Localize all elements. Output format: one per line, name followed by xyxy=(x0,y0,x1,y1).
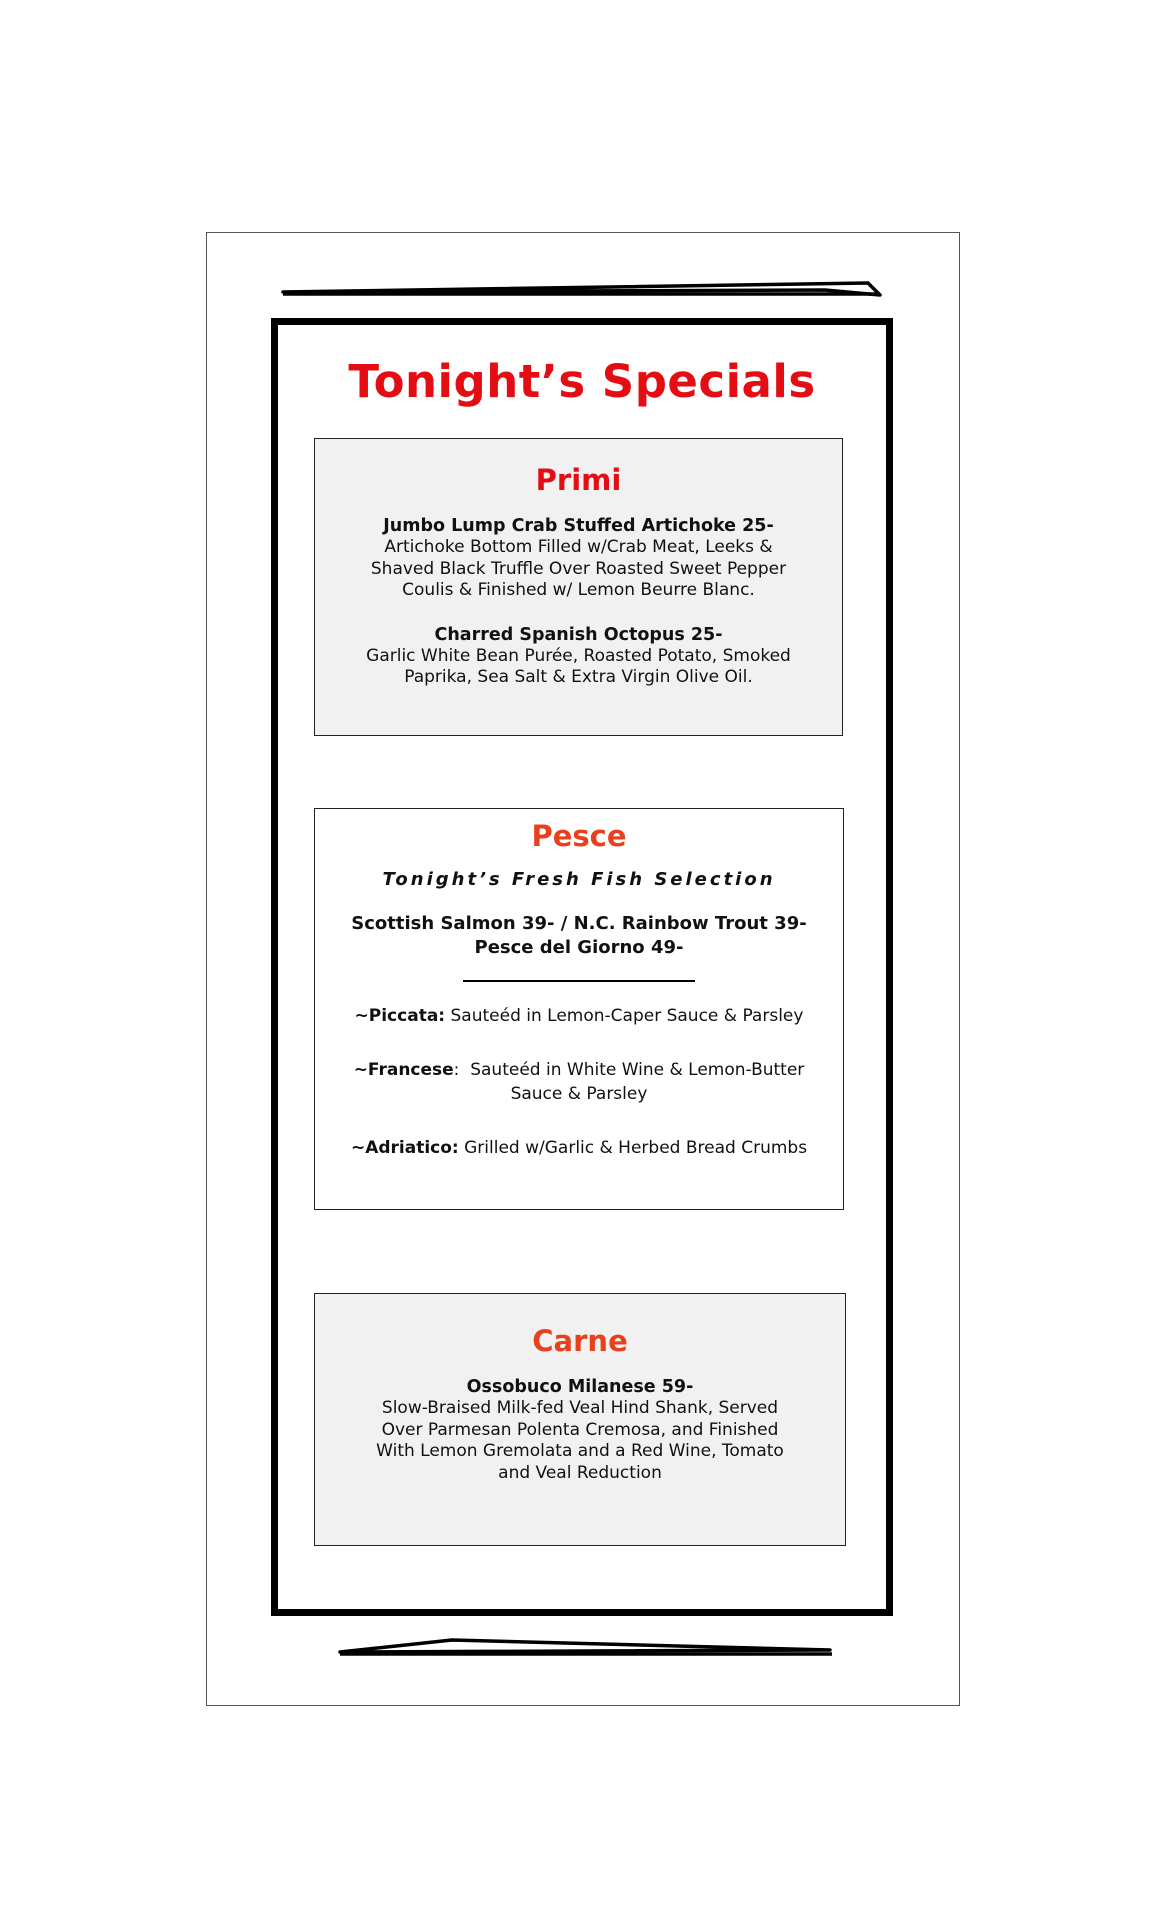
dish-description-line: Slow-Braised Milk-fed Veal Hind Shank, Served xyxy=(381,1398,779,1418)
preparation-desc: Grilled w/Garlic & Herbed Bread Crumbs xyxy=(464,1138,808,1158)
fish-line: Pesce del Giorno 49- xyxy=(474,937,684,958)
fish-list xyxy=(315,912,843,960)
dish-description-line: Shaved Black Truffle Over Roasted Sweet Pepper xyxy=(370,558,787,579)
divider-rule xyxy=(463,980,695,982)
fish-line: Scottish Salmon 39- / N.C. Rainbow Trout 39- xyxy=(351,913,807,934)
dish-description-line: Over Parmesan Polenta Cremosa, and Finished xyxy=(381,1419,779,1440)
primi-heading: Primi xyxy=(535,463,622,497)
top-swoosh-line xyxy=(283,283,880,295)
dish-description-line: Artichoke Bottom Filled w/Crab Meat, Leeks & xyxy=(384,537,773,557)
dish-name: Ossobuco Milanese 59- xyxy=(466,1377,694,1397)
dish-description-line: Coulis & Finished w/ Lemon Beurre Blanc. xyxy=(402,580,755,600)
bottom-swoosh-line xyxy=(340,1640,832,1654)
preparation-name: ~Francese xyxy=(353,1060,454,1080)
pesce-section xyxy=(314,808,844,1210)
preparation-item xyxy=(315,1058,843,1106)
preparation-name: ~Piccata: xyxy=(354,1006,446,1026)
dish-name: Charred Spanish Octopus 25- xyxy=(434,624,723,645)
preparation-desc: Sauce & Parsley xyxy=(510,1084,648,1104)
primi-section xyxy=(314,438,843,736)
preparation-desc: Sauteéd in White Wine & Lemon-Butter xyxy=(470,1060,805,1080)
pesce-heading: Pesce xyxy=(531,819,627,853)
dish-item xyxy=(315,624,842,689)
preparation-item xyxy=(315,1004,843,1028)
dish-description-line: With Lemon Gremolata and a Red Wine, Tomato xyxy=(376,1441,784,1461)
fish-selection-tagline: Tonight’s Fresh Fish Selection xyxy=(382,869,776,890)
preparation-separator: : xyxy=(453,1060,460,1080)
dish-item xyxy=(315,515,842,602)
page-title: Tonight’s Specials xyxy=(348,355,816,408)
dish-item xyxy=(315,1376,845,1484)
preparation-desc: Sauteéd in Lemon-Caper Sauce & Parsley xyxy=(450,1006,804,1026)
preparation-item xyxy=(315,1136,843,1160)
preparation-name: ~Adriatico: xyxy=(350,1138,459,1158)
dish-description-line: and Veal Reduction xyxy=(498,1462,662,1483)
carne-heading: Carne xyxy=(532,1324,628,1358)
dish-description-line: Paprika, Sea Salt & Extra Virgin Olive Oil. xyxy=(404,667,753,687)
carne-section xyxy=(314,1293,846,1546)
dish-name: Jumbo Lump Crab Stuffed Artichoke 25- xyxy=(383,516,774,536)
dish-description-line: Garlic White Bean Purée, Roasted Potato, Smoked xyxy=(366,645,791,666)
